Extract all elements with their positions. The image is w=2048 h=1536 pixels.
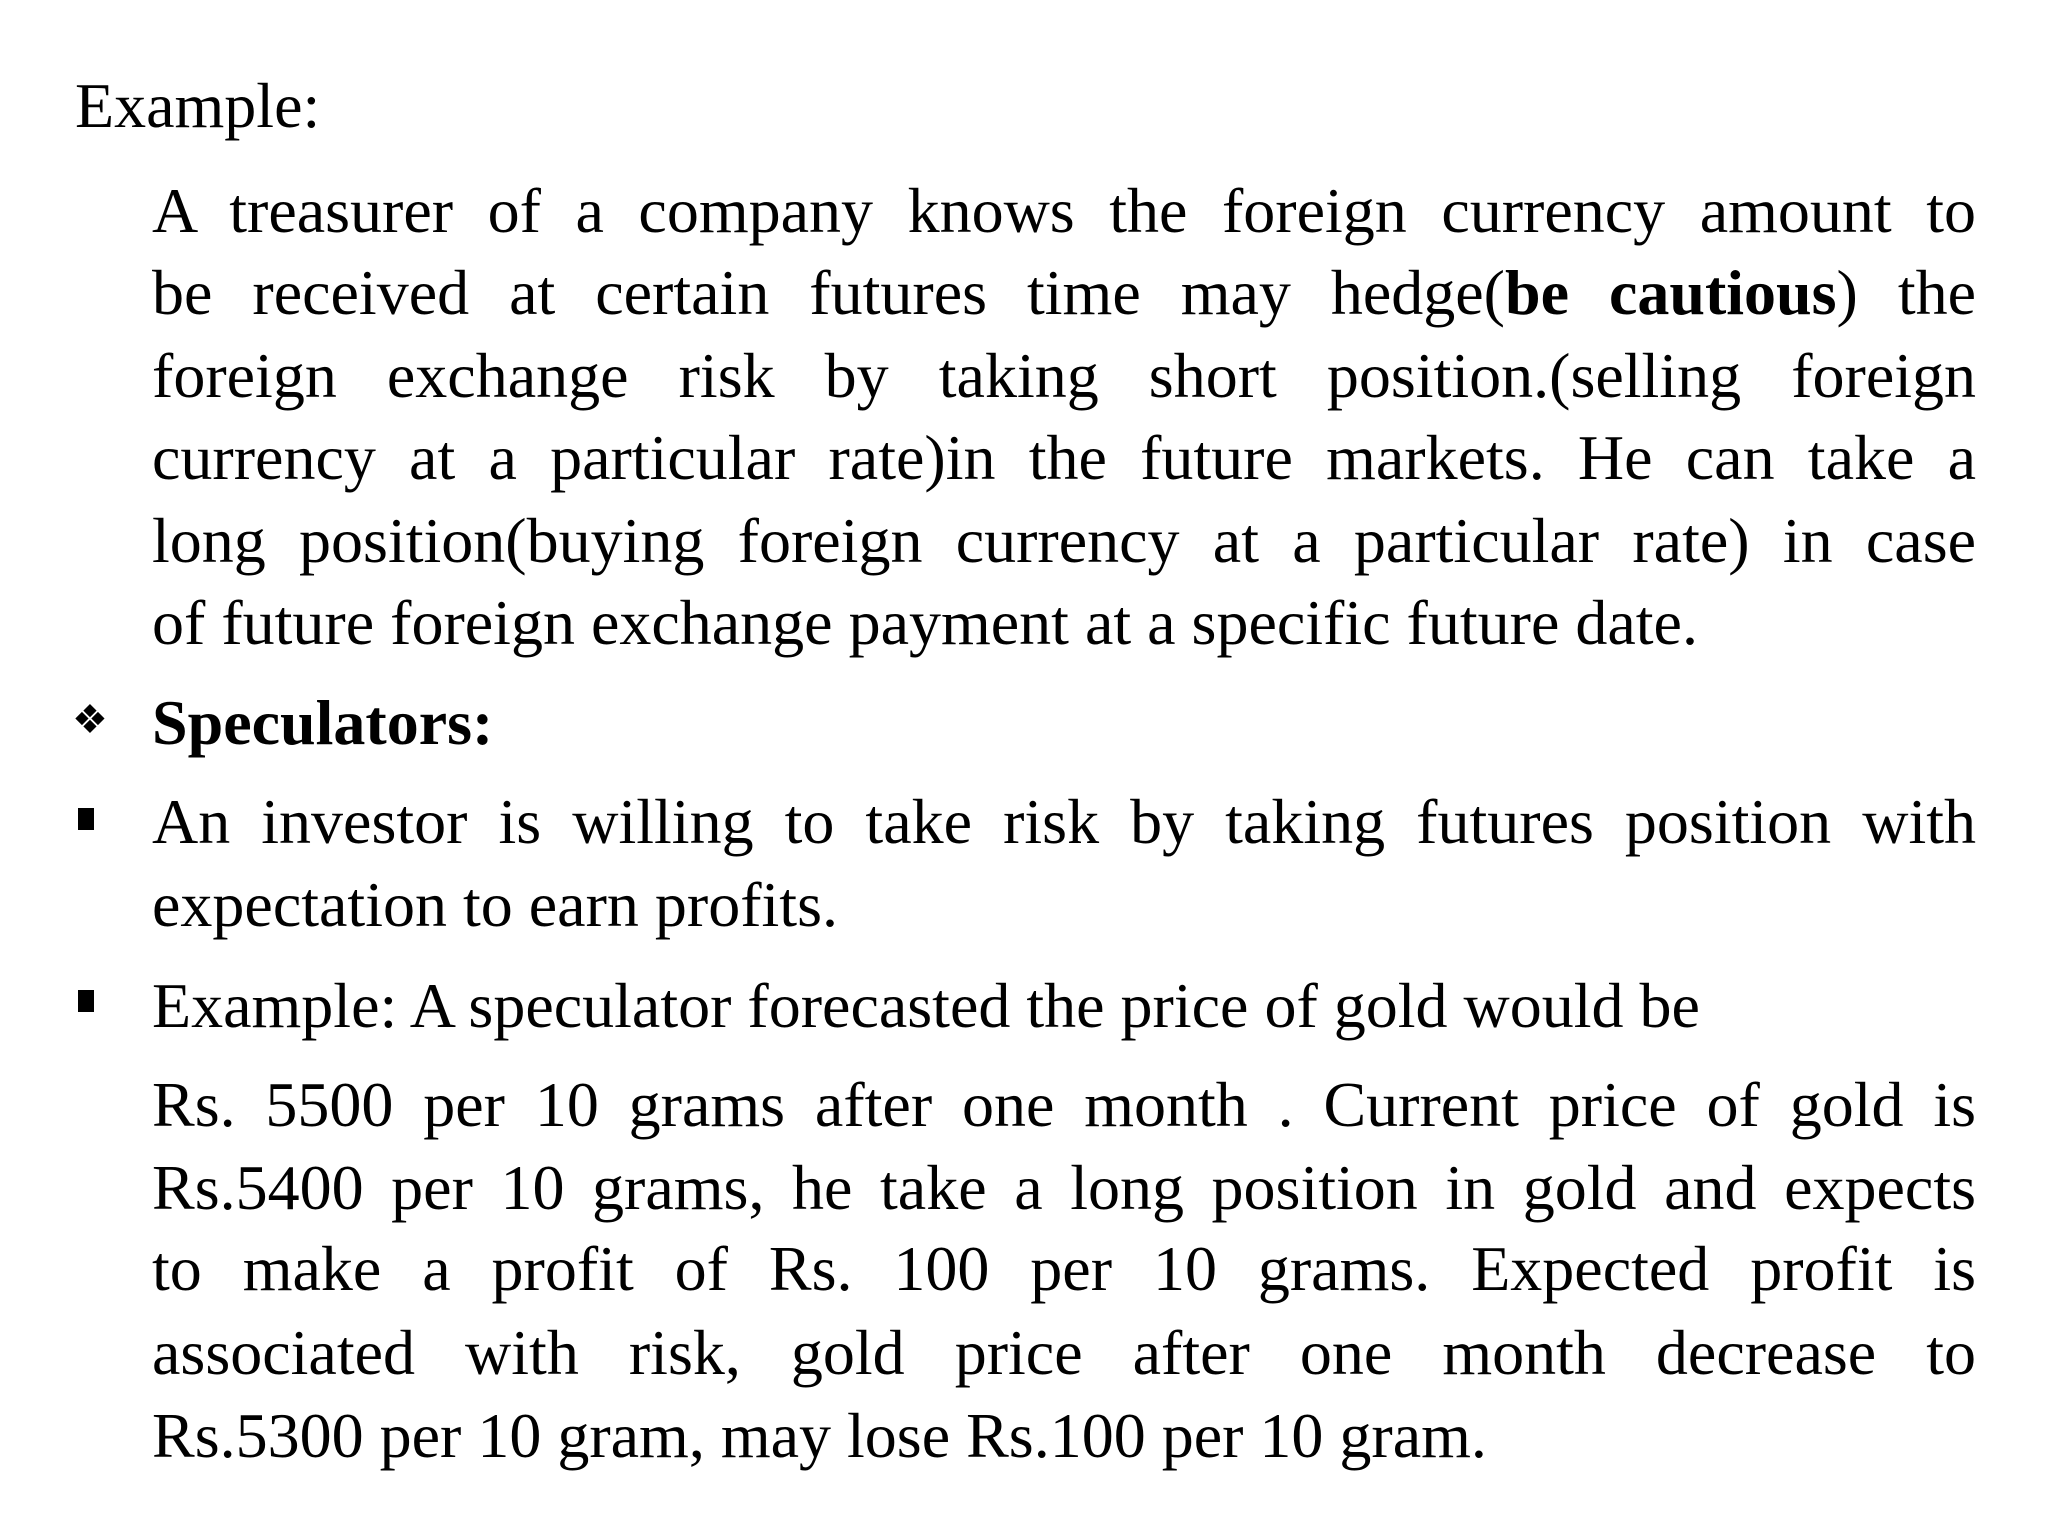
text-segment: be received at certain futures time may hedge( xyxy=(152,257,1505,328)
paragraph-line: A treasurer of a company knows the foreign currency amount to xyxy=(152,175,1976,246)
paragraph-line: of future foreign exchange payment at a specific future date. xyxy=(152,587,1698,658)
paragraph-line: foreign exchange risk by taking short position.(selling foreign xyxy=(152,340,1976,411)
square-bullet-icon xyxy=(78,990,94,1012)
paragraph-line: currency at a particular rate)in the future markets. He can take a xyxy=(152,422,1976,493)
diamond-bullet-icon: ❖ xyxy=(72,697,108,742)
example-heading: Example: xyxy=(75,70,321,141)
paragraph-line: Rs. 5500 per 10 grams after one month . Current price of gold is xyxy=(152,1069,1976,1140)
paragraph-line: long position(buying foreign currency at a particular rate) in case xyxy=(152,505,1976,576)
paragraph-line: Rs.5300 per 10 gram, may lose Rs.100 per 10 gram. xyxy=(152,1400,1487,1471)
paragraph-line: associated with risk, gold price after one month decrease to xyxy=(152,1317,1976,1388)
paragraph-line: Rs.5400 per 10 grams, he take a long position in gold and expects xyxy=(152,1152,1976,1223)
speculators-heading: Speculators: xyxy=(152,687,494,758)
paragraph-line: to make a profit of Rs. 100 per 10 grams. Expected profit is xyxy=(152,1233,1976,1304)
bullet-line: Example: A speculator forecasted the price of gold would be xyxy=(152,970,1700,1041)
paragraph-line xyxy=(152,253,1976,333)
bullet-line: An investor is willing to take risk by taking futures position with xyxy=(152,786,1976,857)
square-bullet-icon xyxy=(78,808,94,830)
bold-phrase: be cautious xyxy=(1504,257,1837,328)
text-segment: ) the xyxy=(1836,257,1976,328)
bullet-line: expectation to earn profits. xyxy=(152,869,838,940)
